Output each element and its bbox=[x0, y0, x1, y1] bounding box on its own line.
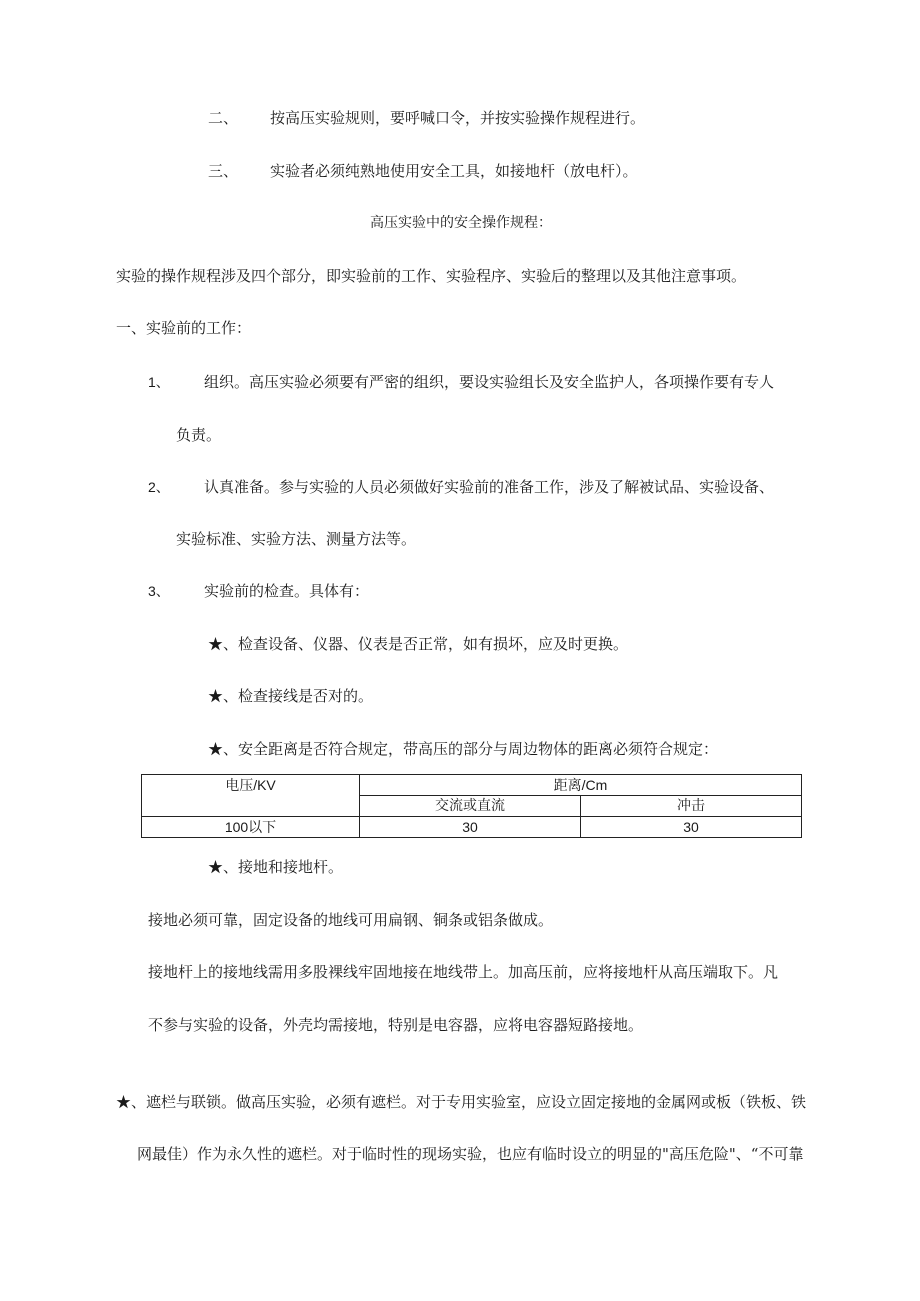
check-equipment: ★、检查设备、仪器、仪表是否正常，如有损坏，应及时更换。 bbox=[208, 635, 629, 653]
item-3-marker: 三、 bbox=[208, 162, 239, 180]
item-2-text: 按高压实验规则，要呼喊口令，并按实验操作规程进行。 bbox=[270, 109, 646, 127]
step-3-text: 实验前的检查。具体有： bbox=[204, 582, 370, 600]
grounding-paragraph-1: 接地必须可靠，固定设备的地线可用扁钢、铜条或铝条做成。 bbox=[148, 911, 554, 929]
item-2-marker: 二、 bbox=[208, 109, 239, 127]
barrier-paragraph-line-2: 网最佳）作为永久性的遮栏。对于临时性的现场实验，也应有临时设立的明显的"高压危险"、“不可靠 bbox=[137, 1145, 804, 1163]
ac-dc-header: 交流或直流 bbox=[360, 796, 581, 817]
impulse-header: 冲击 bbox=[581, 796, 802, 817]
step-2-text: 认真准备。参与实验的人员必须做好实验前的准备工作，涉及了解被试品、实验设备、 bbox=[204, 478, 775, 496]
voltage-cell: 100以下 bbox=[142, 817, 360, 838]
table-header-row bbox=[142, 775, 802, 796]
section1-title: 一、实验前的工作： bbox=[116, 319, 252, 337]
ac-dc-cell: 30 bbox=[360, 817, 581, 838]
grounding-paragraph-2-line-1: 接地杆上的接地线需用多股裸线牢固地接在地线带上。加高压前，应将接地杆从高压端取下。凡 bbox=[148, 963, 779, 981]
distance-header: 距离/Cm bbox=[360, 775, 802, 796]
step-1-number: 1、 bbox=[148, 374, 170, 390]
voltage-header: 电压/KV bbox=[142, 775, 360, 817]
barrier-paragraph-line-1: ★、遮栏与联锁。做高压实验，必须有遮栏。对于专用实验室，应设立固定接地的金属网或板（铁板、铁 bbox=[116, 1093, 807, 1111]
table-row bbox=[142, 817, 802, 838]
check-wiring: ★、检查接线是否对的。 bbox=[208, 687, 374, 705]
step-2-number: 2、 bbox=[148, 479, 170, 495]
item-3-text: 实验者必须纯熟地使用安全工具，如接地杆（放电杆）。 bbox=[270, 162, 638, 180]
step-1-continuation: 负责。 bbox=[176, 426, 222, 444]
intro-paragraph: 实验的操作规程涉及四个部分，即实验前的工作、实验程序、实验后的整理以及其他注意事项。 bbox=[116, 267, 747, 285]
section-heading: 高压实验中的安全操作规程： bbox=[370, 215, 552, 231]
safety-distance-table bbox=[141, 774, 802, 838]
impulse-cell: 30 bbox=[581, 817, 802, 838]
grounding-title: ★、接地和接地杆。 bbox=[208, 858, 344, 876]
step-3-number: 3、 bbox=[148, 583, 170, 599]
check-safety-distance: ★、安全距离是否符合规定，带高压的部分与周边物体的距离必须符合规定： bbox=[208, 740, 719, 758]
grounding-paragraph-2-line-2: 不参与实验的设备，外壳均需接地，特别是电容器，应将电容器短路接地。 bbox=[148, 1016, 644, 1034]
step-2-continuation: 实验标准、实验方法、测量方法等。 bbox=[176, 530, 417, 548]
step-1-text: 组织。高压实验必须要有严密的组织，要设实验组长及安全监护人，各项操作要有专人 bbox=[204, 373, 775, 391]
